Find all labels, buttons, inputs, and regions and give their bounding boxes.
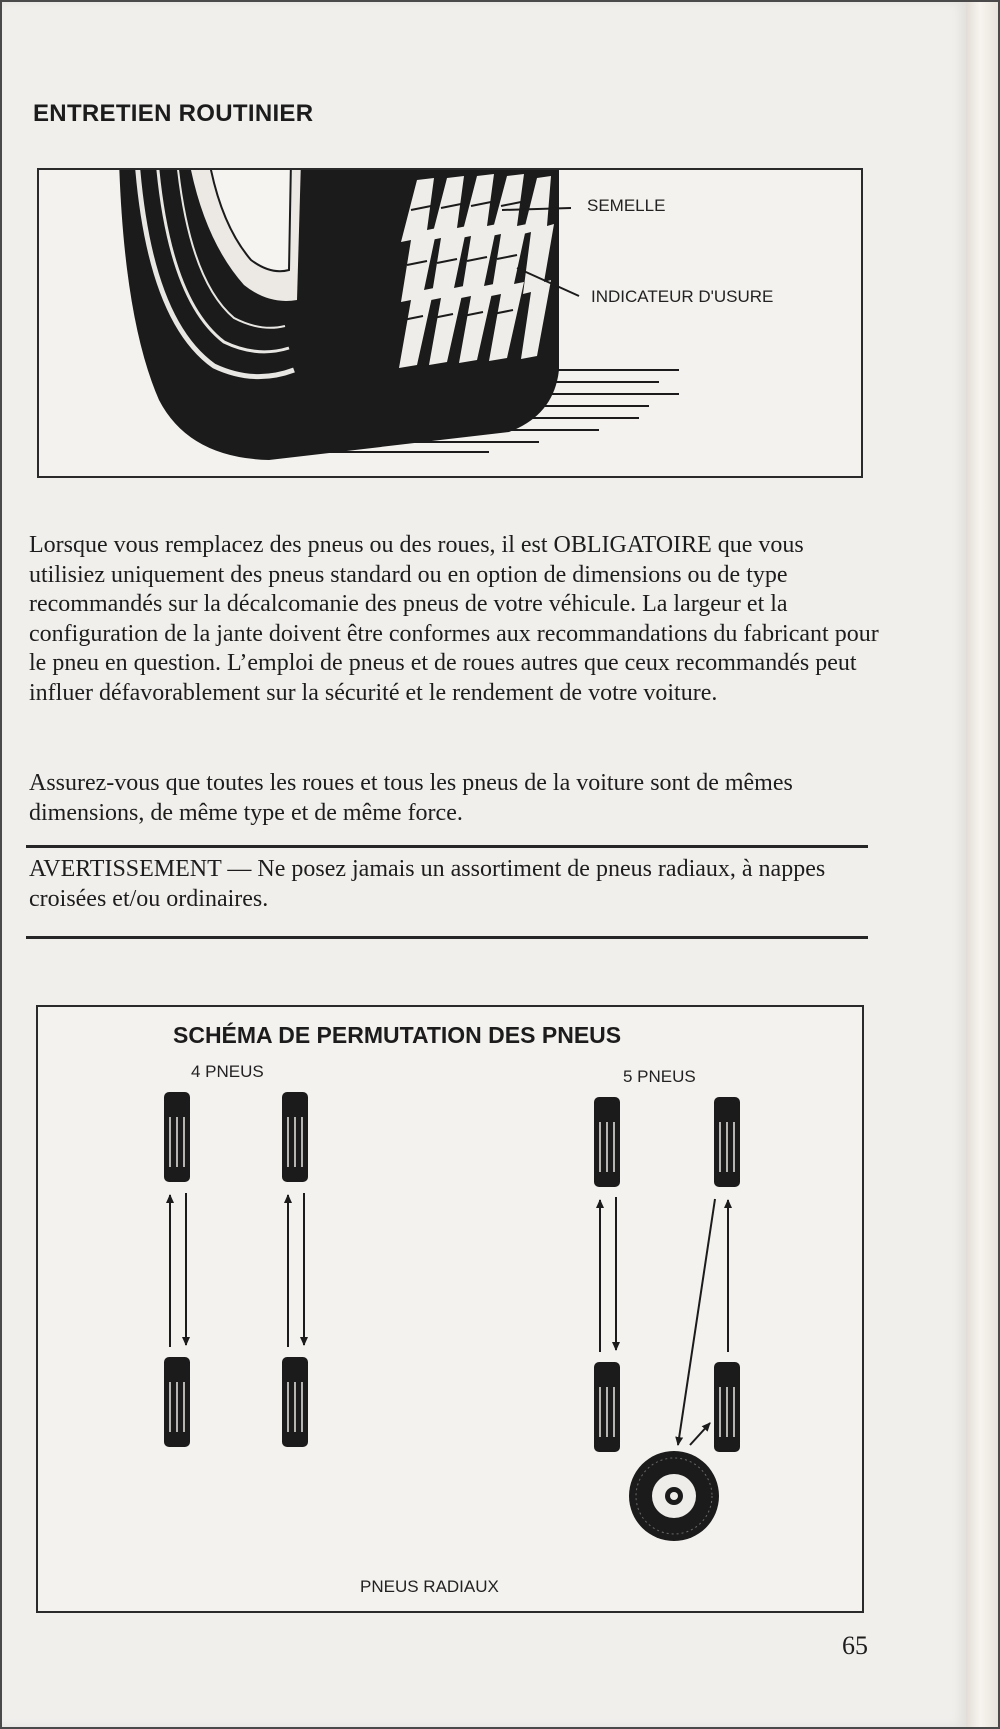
warning-bottom-rule [26,936,868,939]
warning-top-rule [26,845,868,848]
tread-label: SEMELLE [587,196,666,215]
warning-paragraph: AVERTISSEMENT — Ne posez jamais un assortiment de pneus radiaux, à nappes croisées et/ou ordinaires. [29,856,826,912]
section-title: ENTRETIEN ROUTINIER [33,100,314,127]
tire-tread-figure [37,168,863,478]
main-paragraph: Lorsque vous remplacez des pneus ou des roues, il est OBLIGATOIRE que vous utilisiez uniquement des pneus standard ou en option de dimensions ou de type recommandés sur la décalcomanie des pneus de votre véhicule. La largeur et la configuration de la jante doivent être conformes aux recommandations du fabricant pour le pneu en question. L’emploi de pneus et de roues autres que ceux recommandés peut influer défavorablement sur la sécurité et le rendement de votre voiture. [29,532,879,706]
five-tire-diagram [594,1097,740,1541]
dimensions-paragraph: Assurez-vous que toutes les roues et tous les pneus de la voiture sont de mêmes dimensions, de même type et de même force. [29,770,793,826]
five-tires-label: 5 PNEUS [623,1067,696,1086]
page-edge [966,2,998,1727]
rotation-figure-title: SCHÉMA DE PERMUTATION DES PNEUS [173,1022,622,1048]
tire-illustration [39,170,861,476]
rotation-diagram [38,1007,862,1611]
page-number: 65 [842,1631,868,1660]
radial-tires-caption: PNEUS RADIAUX [360,1577,499,1596]
tire-rotation-figure [36,1005,864,1613]
wear-indicator-label: INDICATEUR D'USURE [591,287,774,306]
four-tires-label: 4 PNEUS [191,1062,264,1081]
book-page [2,2,966,1727]
four-tire-diagram [164,1092,308,1447]
